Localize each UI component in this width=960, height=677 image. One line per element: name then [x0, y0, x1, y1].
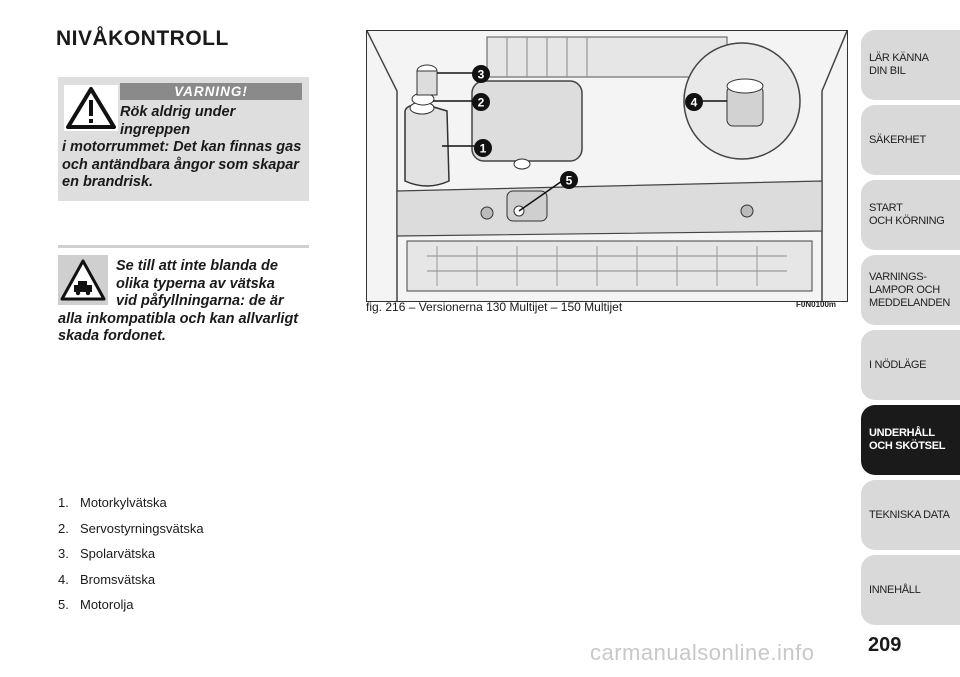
- legend-item: 5. Motorolja: [58, 597, 134, 612]
- tab-sakerhet[interactable]: SÄKERHET: [861, 105, 960, 175]
- page-number: 209: [868, 634, 902, 656]
- callout-1: [474, 139, 492, 157]
- svg-text:4: 4: [690, 95, 698, 110]
- caution-line-1: Se till att inte blanda de: [116, 258, 278, 274]
- warning-line-1: Rök aldrig under: [120, 104, 236, 120]
- tab-varningslampor[interactable]: VARNINGS- LAMPOR OCH MEDDELANDEN: [861, 255, 960, 325]
- warning-label: VARNING!: [120, 83, 302, 100]
- figure-legend-list: [58, 490, 204, 618]
- svg-text:5: 5: [565, 173, 573, 188]
- legend-item: 2. Servostyrningsvätska: [58, 520, 204, 536]
- caution-line-3: vid påfyllningarna: de är: [116, 293, 284, 309]
- caution-text: [58, 258, 310, 346]
- svg-text:3: 3: [477, 67, 485, 82]
- svg-text:1: 1: [479, 141, 487, 156]
- tab-lar-kanna-din-bil[interactable]: LÄR KÄNNA DIN BIL: [861, 30, 960, 100]
- tab-start-och-korning[interactable]: START OCH KÖRNING: [861, 180, 960, 250]
- warning-line-2: ingreppen: [120, 121, 191, 138]
- legend-item: 3. Spolarvätska: [58, 546, 156, 561]
- callout-4: [685, 93, 703, 111]
- warning-line-3: i motorrummet: Det kan finnas gas och antändbara ångor som skapar en brandrisk.: [62, 139, 302, 190]
- callout-2: [472, 93, 490, 111]
- warning-box: [58, 77, 309, 201]
- figure-caption: fig. 216 – Versionerna 130 Multijet – 150 Multijet: [366, 300, 623, 314]
- callout-5: [560, 171, 578, 189]
- tab-i-nodlage[interactable]: I NÖDLÄGE: [861, 330, 960, 400]
- figure-code: F0N0100m: [796, 300, 837, 309]
- engine-bay-drawing: [367, 31, 847, 301]
- tab-tekniska-data[interactable]: TEKNISKA DATA: [861, 480, 960, 550]
- caution-line-4: alla inkompatibla och kan allvarligt skada fordonet.: [58, 310, 299, 344]
- watermark: carmanualsonline.info: [590, 640, 815, 665]
- callout-3: [472, 65, 490, 83]
- engine-bay-illustration: [366, 30, 848, 302]
- caution-line-2: olika typerna av vätska: [116, 275, 275, 292]
- legend-item: 4. Bromsvätska: [58, 571, 156, 587]
- legend-item: 1. Motorkylvätska: [58, 495, 167, 510]
- section-divider: [58, 245, 309, 248]
- tab-underhall-och-skotsel[interactable]: UNDERHÅLL OCH SKÖTSEL: [861, 405, 960, 475]
- page-title: NIVÅKONTROLL: [56, 27, 229, 50]
- warning-text: [62, 104, 306, 192]
- svg-text:2: 2: [477, 95, 485, 110]
- tab-innehall[interactable]: INNEHÅLL: [861, 555, 960, 625]
